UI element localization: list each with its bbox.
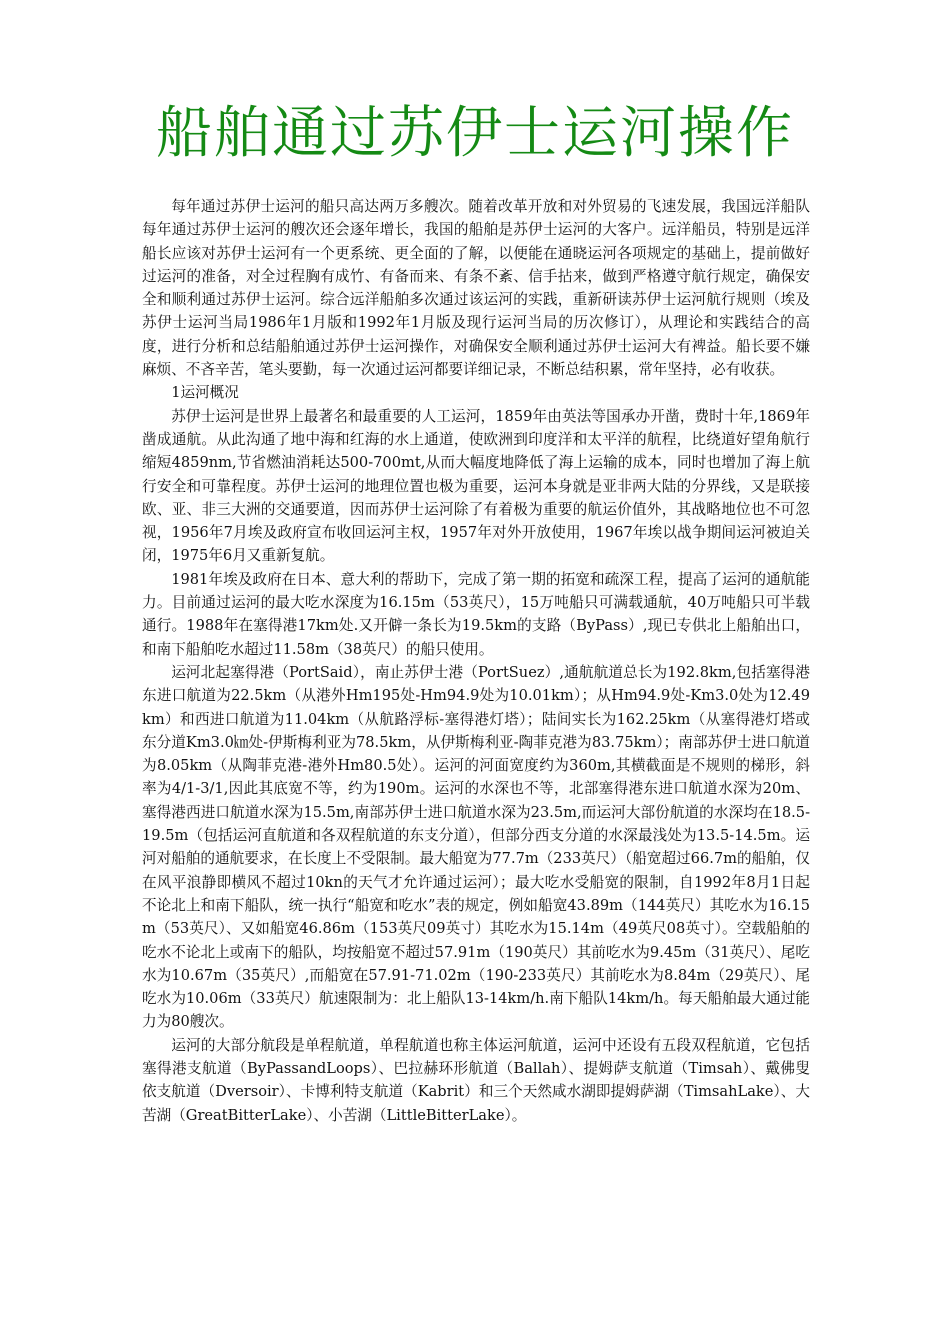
paragraph-history: 苏伊士运河是世界上最著名和最重要的人工运河，1859年由英法等国承办开凿，费时十年,1869年凿成通航。从此沟通了地中海和红海的水上通道，使欧洲到印度洋和太平洋的航程，比绕道好望角航行缩短4859nm,节省燃油消耗达500-700mt,从而大幅度地降低了海上运输的成本，同时也增加了海上航行安全和可靠程度。苏伊士运河的地理位置也极为重要，运河本身就是亚非两大陆的分界线，又是联接欧、亚、非三大洲的交通要道，因而苏伊士运河除了有着极为重要的航运价值外，其战略地位也不可忽视，1956年7月埃及政府宣布收回运河主权，1957年对外开放使用，1967年埃以战争期间运河被迫关闭，1975年6月又重新复航。 [142,407,810,565]
paragraph-intro: 每年通过苏伊士运河的船只高达两万多艘次。随着改革开放和对外贸易的飞速发展，我国远洋船队每年通过苏伊士运河的艘次还会逐年增长，我国的船舶是苏伊士运河的大客户。远洋船员，特别是远洋船长应该对苏伊士运河有一个更系统、更全面的了解，以便能在通晓运河各项规定的基础上，提前做好过运河的准备，对全过程胸有成竹、有备而来、有条不紊、信手拈来，做到严格遵守航行规定，确保安全和顺利通过苏伊士运河。综合远洋船舶多次通过该运河的实践，重新研读苏伊士运河航行规则（埃及苏伊士运河当局1986年1月版和1992年1月版及现行运河当局的历次修订），从理论和实践结合的高度，进行分析和总结船舶通过苏伊士运河操作，对确保安全顺利通过苏伊士运河大有裨益。船长要不嫌麻烦、不吝辛苦，笔头要勤，每一次通过运河都要详细记录，不断总结积累，常年坚持，必有收获。 [142,198,810,379]
document-body [142,195,810,1127]
paragraph-dimensions: 运河北起塞得港（PortSaid），南止苏伊士港（PortSuez）,通航航道总长为192.8km,包括塞得港东进口航道为22.5km（从港外Hm195处-Hm94.9处为10.01km）；从Hm94.9处-Km3.0处为12.49km）和西进口航道为11.04km（从航路浮标-塞得港灯塔）；陆间实长为162.25km（从塞得港灯塔或东分道Km3.0㎞处-伊斯梅利亚为78.5km，从伊斯梅利亚-陶菲克港为83.75km）；南部苏伊士进口航道为8.05km（从陶菲克港-港外Hm80.5处）。运河的河面宽度约为360m,其横截面是不规则的梯形，斜率为4/1-3/1,因此其底宽不等，约为190m。运河的水深也不等，北部塞得港东进口航道水深为20m、塞得港西进口航道水深为15.5m,南部苏伊士进口航道水深为23.5m,而运河大部份航道的水深均在18.5-19.5m（包括运河直航道和各双程航道的东支分道），但部分西支分道的水深最浅处为13.5-14.5m。运河对船舶的通航要求，在长度上不受限制。最大船宽为77.7m（233英尺）（船宽超过66.7m的船舶，仅在风平浪静即横风不超过10kn的天气才允许通过运河）；最大吃水受船宽的限制，自1992年8月1日起不论北上和南下船队，统一执行“船宽和吃水”表的规定，例如船宽43.89m（144英尺）其吃水为16.15m（53英尺）、又如船宽46.86m（153英尺09英寸）其吃水为15.14m（49英尺08英寸）。空载船舶的吃水不论北上或南下的船队，均按船宽不超过57.91m（190英尺）其前吃水为9.45m（31英尺）、尾吃水为10.67m（35英尺）,而船宽在57.91-71.02m（190-233英尺）其前吃水为8.84m（29英尺）、尾吃水为10.06m（33英尺）航速限制为：北上船队13-14km/h.南下船队14km/h。每天船舶最大通过能力为80艘次。 [142,663,810,1031]
section-heading-overview: 1运河概况 [171,384,239,402]
paragraph-expansion: 1981年埃及政府在日本、意大利的帮助下，完成了第一期的拓宽和疏深工程，提高了运河的通航能力。目前通过运河的最大吃水深度为16.15m（53英尺），15万吨船只可满载通航，40万吨船只可半载通行。1988年在塞得港17km处.又开僻一条长为19.5km的支路（ByPass）,现已专供北上船舶出口，和南下船舶吃水超过11.58m（38英尺）的船只使用。 [142,570,810,658]
paragraph-channels: 运河的大部分航段是单程航道，单程航道也称主体运河航道，运河中还设有五段双程航道，它包括塞得港支航道（ByPassandLoops）、巴拉赫环形航道（Ballah）、提姆萨支航道（Timsah）、戴佛叟依支航道（Dversoir）、卡博利特支航道（Kabrit）和三个天然咸水湖即提姆萨湖（TimsahLake）、大苦湖（GreatBitterLake）、小苦湖（LittleBitterLake）。 [142,1036,810,1124]
page-title: 船舶通过苏伊士运河操作 [156,101,794,166]
